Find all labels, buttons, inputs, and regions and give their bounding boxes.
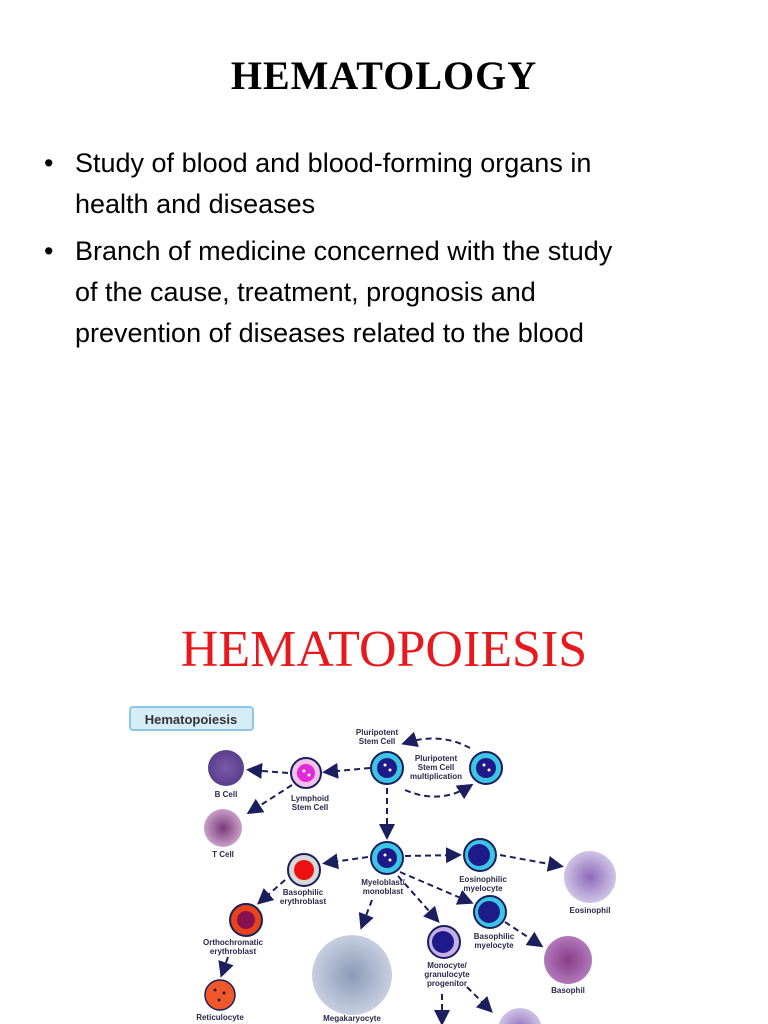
bullet-dot: •	[44, 148, 54, 178]
label-b-cell: B Cell	[214, 790, 238, 799]
svg-text:Basophilicerythroblast: Basophilic erythroblast	[279, 888, 327, 906]
slide-title-hematopoiesis: HEMATOPOIESIS	[180, 621, 588, 678]
pluripotent-stem-cell	[371, 752, 403, 784]
myeloblast-cell	[371, 842, 403, 874]
svg-text:Orthochromaticerythroblast: Orthochromatic erythroblast	[202, 938, 264, 956]
svg-text:Hematopoiesis: Hematopoiesis	[144, 712, 238, 727]
bullet-item	[44, 231, 744, 354]
lymphoid-stem-cell	[291, 758, 321, 788]
multiplication-cell	[470, 752, 502, 784]
bullet-list	[44, 143, 744, 360]
label: Myeloblast/	[361, 878, 405, 887]
basophilic-erythroblast-cell	[288, 854, 320, 886]
bullet-line: Branch of medicine concerned with the study	[75, 236, 613, 266]
label-basophil: Basophil	[551, 986, 585, 995]
label: Pluripotent	[414, 754, 458, 763]
bullet-line: of the cause, treatment, prognosis and	[75, 277, 536, 307]
label-reticulocyte: Reticulocyte	[196, 1013, 244, 1022]
svg-text:Eosinophilicmyelocyte: Eosinophilic myelocyte	[459, 875, 507, 893]
megakaryocyte-cell	[312, 935, 392, 1015]
svg-text:LymphoidStem Cell: Lymphoid Stem Cell	[291, 794, 329, 812]
label: Basophilic	[282, 888, 324, 897]
label: Lymphoid	[291, 794, 329, 803]
svg-text:PluripotentStem Cellmultiplica: Pluripotent Stem Cell multiplication	[410, 754, 462, 781]
label: Eosinophilic	[459, 875, 507, 884]
label-t-cell: T Cell	[212, 850, 234, 859]
slide-title-hematology: HEMATOLOGY	[230, 53, 538, 98]
eosinophilic-myelocyte-cell	[464, 839, 496, 871]
label: Monocyte/	[427, 961, 467, 970]
label: Basophilic	[473, 932, 515, 941]
bullet-line: prevention of diseases related to the blood	[75, 318, 584, 348]
hematopoiesis-diagram	[0, 690, 768, 1024]
label-eosinophil: Eosinophil	[569, 906, 611, 915]
bullet-item	[44, 143, 744, 225]
bullet-line: health and diseases	[75, 189, 316, 219]
t-cell	[204, 809, 242, 847]
label: Pluripotent	[355, 728, 399, 737]
svg-text:Myeloblast/monoblast: Myeloblast/ monoblast	[361, 878, 405, 896]
b-cell	[208, 750, 244, 786]
bullet-line: Study of blood and blood-forming organs in	[75, 148, 592, 178]
orthochromatic-erythroblast-cell	[230, 904, 262, 936]
svg-text:Basophilicmyelocyte: Basophilic myelocyte	[473, 932, 515, 950]
svg-text:Monocyte/granulocyteprogenitor: Monocyte/ granulocyte progenitor	[424, 961, 470, 988]
bullet-dot: •	[44, 236, 54, 266]
reticulocyte-cell	[205, 980, 235, 1010]
eosinophil-cell	[564, 851, 616, 903]
partial-cell	[498, 1008, 542, 1024]
monocyte-progenitor-cell	[428, 926, 460, 958]
basophil-cell	[544, 936, 592, 984]
svg-text:PluripotentStem Cell: Pluripotent Stem Cell	[355, 728, 399, 746]
diagram-title-box	[130, 707, 253, 730]
label: Orthochromatic	[202, 938, 264, 947]
label-megakaryocyte: Megakaryocyte	[323, 1014, 381, 1023]
basophilic-myelocyte-cell	[474, 896, 506, 928]
